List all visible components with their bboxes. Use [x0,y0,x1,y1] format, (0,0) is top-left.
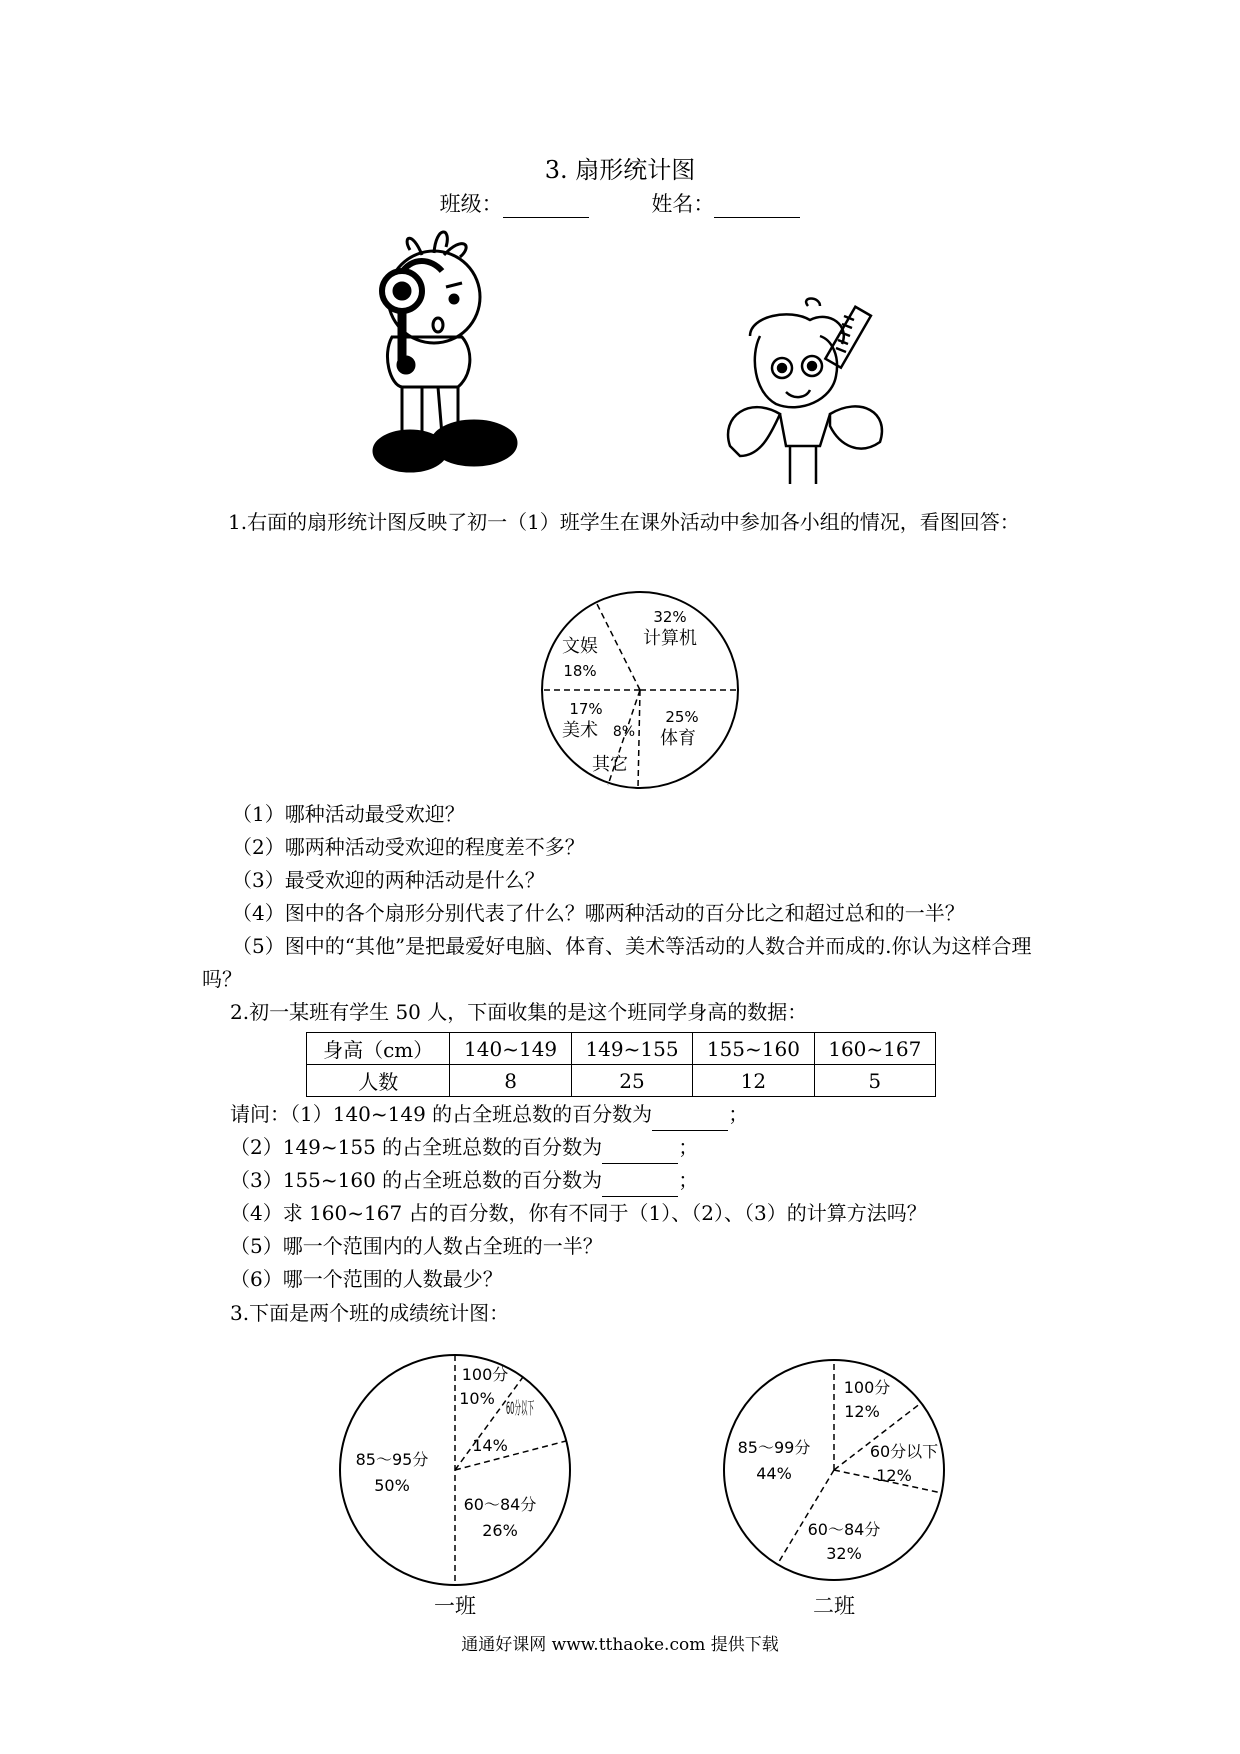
boy-with-magnifier-illustration [362,225,522,493]
slice-label-60-84: 60～84分 [463,1495,537,1514]
question-1-item-5: （5）图中的“其他”是把最爱好电脑、体育、美术等活动的人数合并而成的.你认为这样合理吗？ [202,934,1032,991]
slice-label-other-percent: 8% [612,724,636,740]
table-cell: 155~160 [693,1033,814,1065]
question-1-item-2: （2）哪两种活动受欢迎的程度差不多？ [232,835,585,859]
question-2-item-4: （4）求 160~167 占的百分数，你有不同于（1）、（2）、（3）的计算方法吗？ [230,1201,927,1225]
question-2-item-5: （5）哪一个范围内的人数占全班的一半？ [230,1234,603,1258]
class-field[interactable]: 班级： [440,188,589,218]
slice-label-art: 美术 [562,720,598,741]
table-cell: 140~149 [450,1033,571,1065]
table-row [307,1065,936,1097]
slice-label-100: 100分 [843,1378,891,1397]
slice-label-100: 100分 [461,1365,509,1384]
question-2-item-1: 请问：（1）140~149 的占全班总数的百分数为 ； [230,1098,748,1131]
class-2-caption: 二班 [813,1594,855,1618]
slice-label-60-84-percent: 26% [482,1521,518,1540]
class-1-caption: 一班 [434,1594,476,1618]
table-cell: 8 [450,1065,571,1097]
page-title: 3. 扇形统计图 [544,156,696,184]
question-2-intro: 2.初一某班有学生 50 人，下面收集的是这个班同学身高的数据： [230,1000,808,1024]
slice-label-entertainment-percent: 18% [563,662,597,680]
table-cell: 人数 [307,1065,450,1097]
answer-blank[interactable] [602,1174,678,1197]
slice-label-below-60-percent: 14% [472,1436,508,1455]
question-1-item-3: （3）最受欢迎的两种活动是什么？ [232,868,545,892]
question-2-item-2: （2）149~155 的占全班总数的百分数为 ； [230,1131,698,1164]
slice-label-85-99: 85～99分 [737,1438,811,1457]
question-1-item-1: （1）哪种活动最受欢迎？ [232,802,465,826]
slice-label-entertainment: 文娱 [562,636,598,657]
table-cell: 12 [693,1065,814,1097]
slice-label-100-percent: 10% [459,1389,495,1408]
slice-label-computer-percent: 32% [653,608,687,626]
slice-label-85-99-percent: 44% [756,1464,792,1483]
slice-label-60-84-percent: 32% [826,1544,862,1563]
question-1-intro: 1.右面的扇形统计图反映了初一（1）班学生在课外活动中参加各小组的情况，看图回答： [228,510,1020,534]
slice-label-computer: 计算机 [643,628,697,649]
slice-label-sports-percent: 25% [665,708,699,726]
class-2-score-pie-chart [712,1345,952,1620]
slice-label-below-60-percent: 12% [876,1466,912,1485]
kid-with-ruler-illustration [720,296,920,488]
answer-blank[interactable] [652,1108,728,1131]
table-cell: 25 [571,1065,692,1097]
slice-label-other: 其它 [592,754,628,775]
slice-label-85-95-percent: 50% [374,1476,410,1495]
table-header-row [307,1033,936,1065]
question-1-item-4: （4）图中的各个扇形分别代表了什么？哪两种活动的百分比之和超过总和的一半？ [232,901,965,925]
footer-credit: 通通好课网 www.tthaoke.com 提供下载 [461,1635,779,1655]
slice-label-85-95: 85～95分 [355,1450,429,1469]
slice-label-below-60: 60分以下 [506,1399,534,1419]
slice-label-60-84: 60～84分 [807,1520,881,1539]
activity-pie-chart [530,580,750,800]
student-info-fields [0,188,1240,218]
height-data-table [306,1032,936,1097]
question-2-item-6: （6）哪一个范围的人数最少？ [230,1267,503,1291]
question-3-intro: 3.下面是两个班的成绩统计图： [230,1301,510,1325]
answer-blank[interactable] [602,1141,678,1164]
table-cell: 5 [814,1065,935,1097]
slice-label-sports: 体育 [660,728,696,749]
question-2-item-3: （3）155~160 的占全班总数的百分数为 ； [230,1164,698,1197]
name-field[interactable]: 姓名： [651,188,800,218]
slice-label-art-percent: 17% [569,700,603,718]
class-1-score-pie-chart [330,1345,580,1620]
table-cell: 149~155 [571,1033,692,1065]
table-cell: 身高（cm） [307,1033,450,1065]
slice-label-100-percent: 12% [844,1402,880,1421]
table-cell: 160~167 [814,1033,935,1065]
slice-label-below-60: 60分以下 [869,1442,939,1461]
